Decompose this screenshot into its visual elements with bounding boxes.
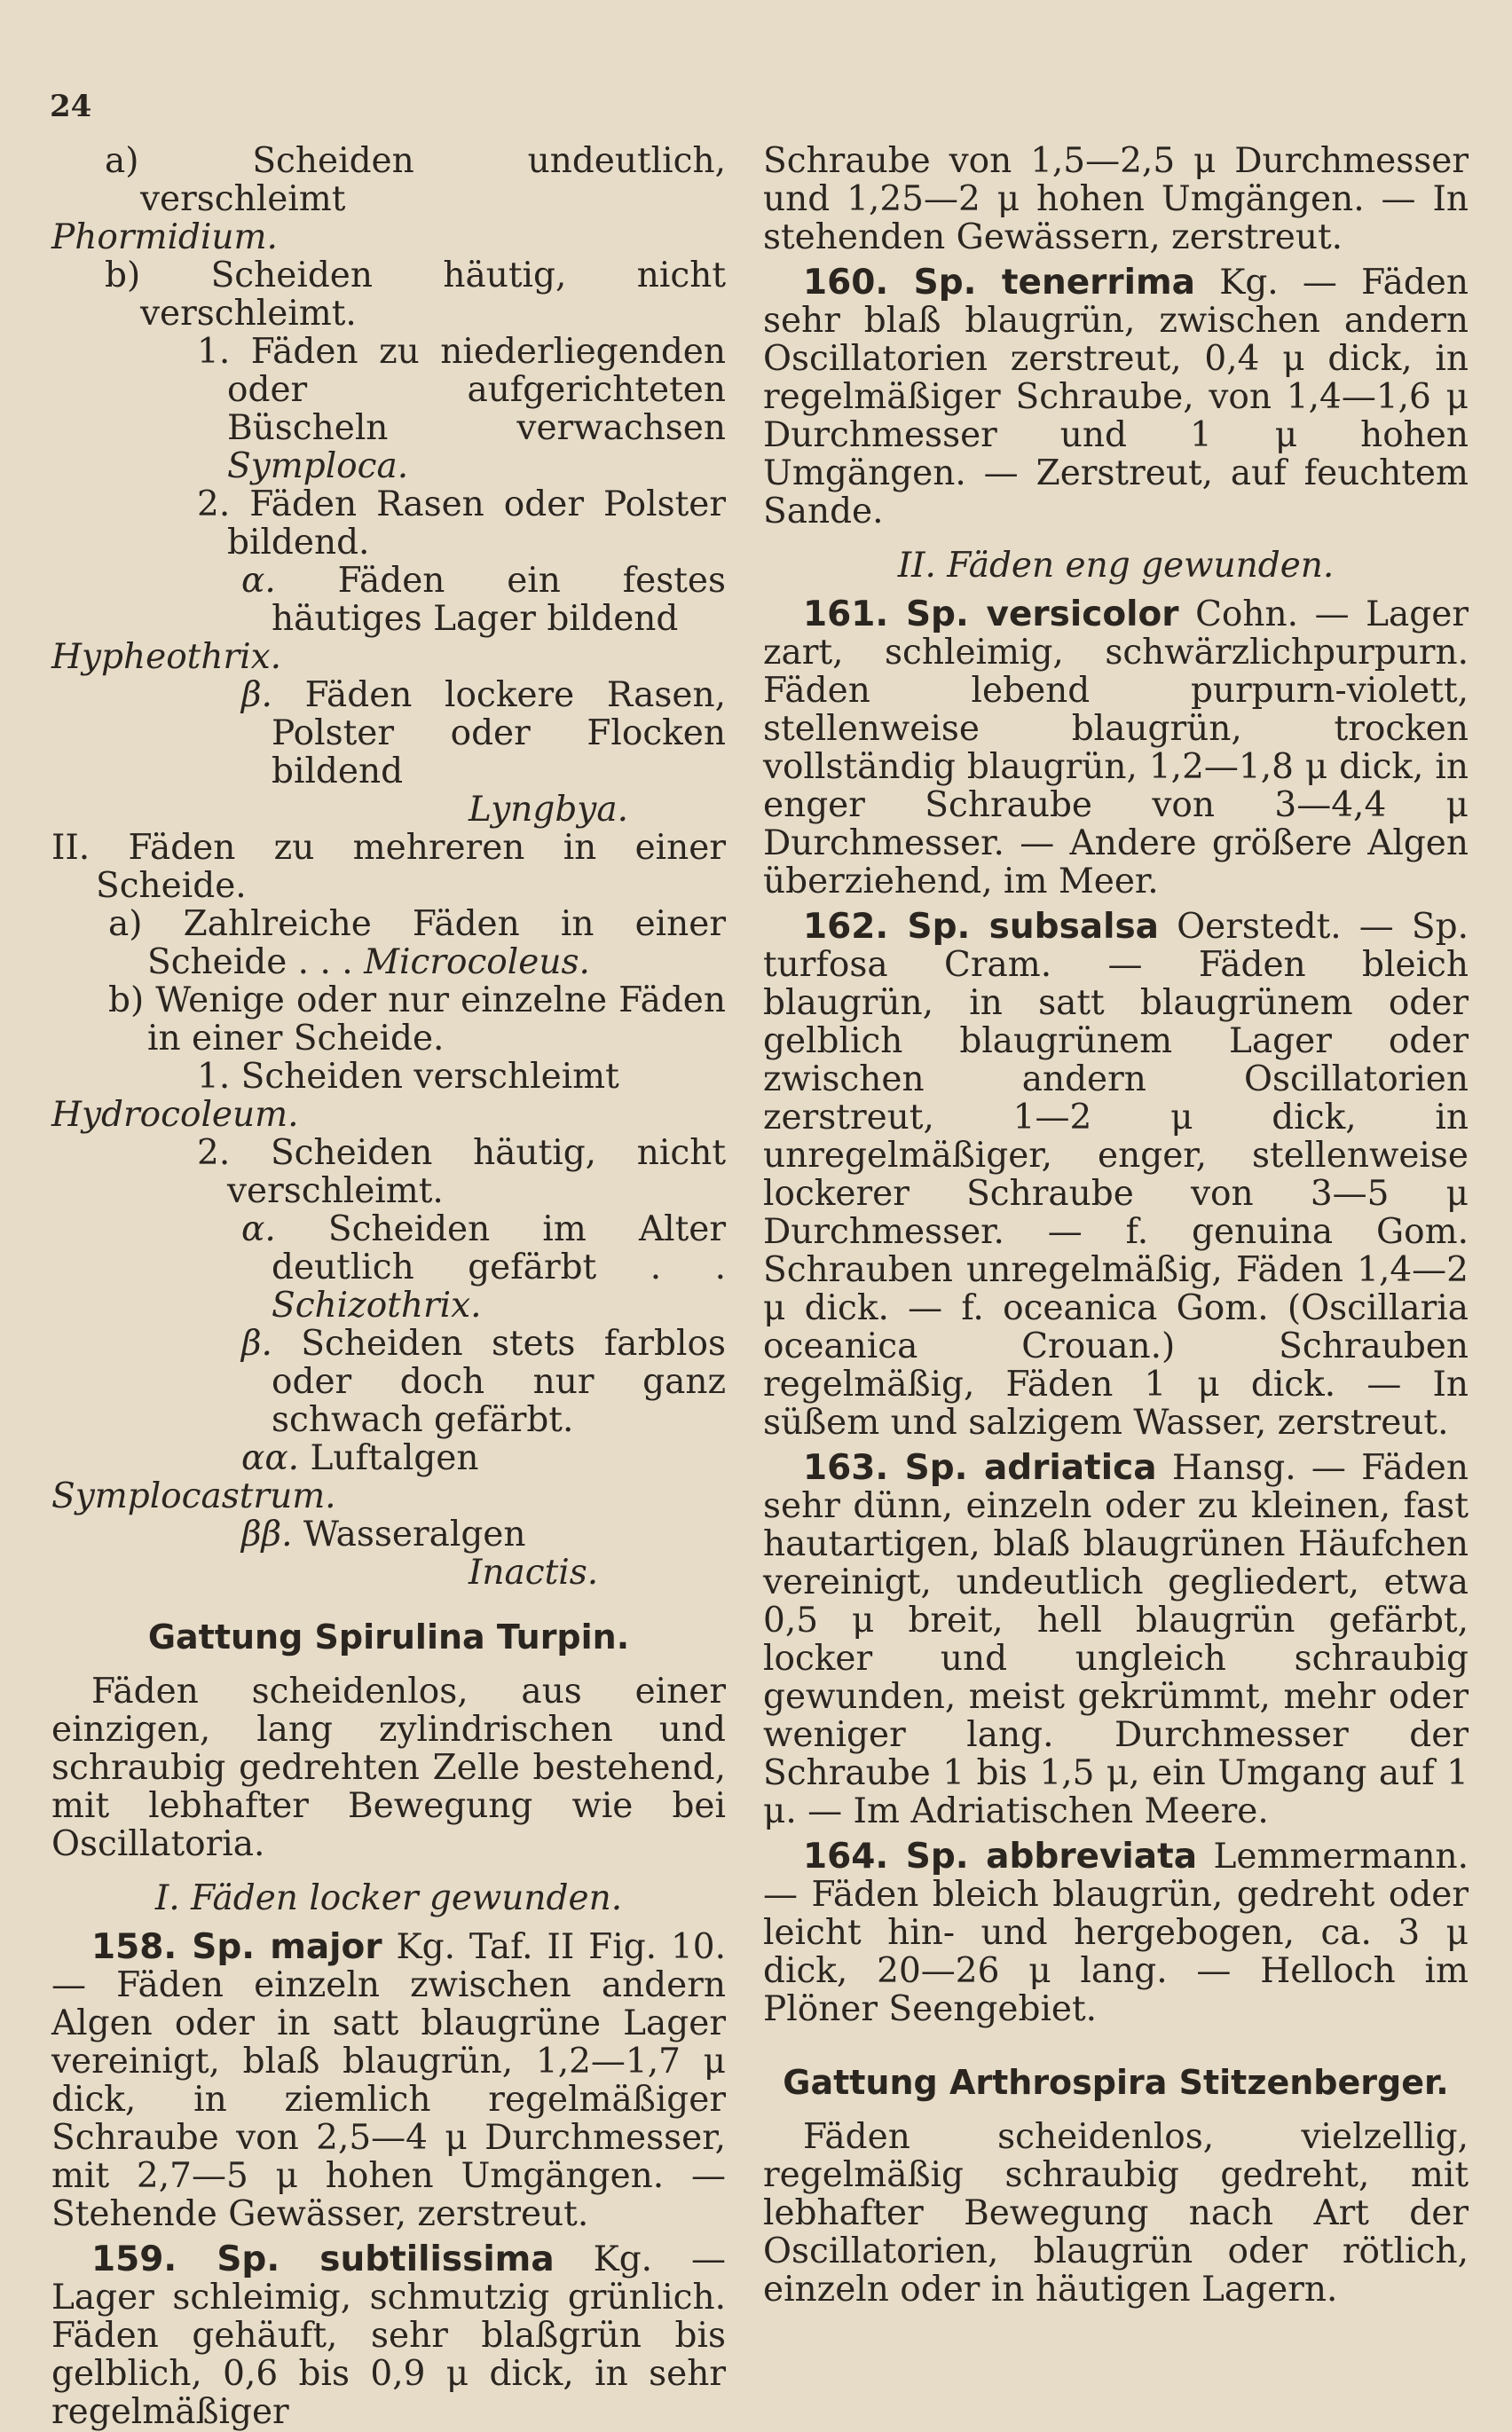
species-entry: 159. Sp. subtilissima Kg. — Lager schleimig, schmutzig grünlich. Fäden gehäuft, sehr blaßgrün bis gelblich, 0,6 bis 0,9 μ dick, in sehr regelmäßiger	[51, 2239, 726, 2432]
genus-name: Lyngbya.	[469, 790, 628, 830]
species-entry: 160. Sp. tenerrima Kg. — Fäden sehr blaß blaugrün, zwischen andern Oscillatorien zerstreut, 0,4 μ dick, in regelmäßiger Schraube, von 1,4—1,6 μ Durchmesser und 1 μ hohen Umgängen. — Zerstreut, auf feuchtem Sande.	[763, 263, 1469, 531]
key-line: α. Scheiden im Alter deutlich gefärbt . . Schizothrix.	[241, 1209, 726, 1326]
genus-name: Hydrocoleum.	[51, 1095, 299, 1135]
species-entry: 164. Sp. abbreviata Lemmermann. — Fäden bleich blaugrün, gedreht oder leicht hin- und hergebogen, ca. 3 μ dick, 20—26 μ lang. — Helloch im Plöner Seengebiet.	[763, 1837, 1469, 2029]
key-line: ββ. Wasseralgen	[241, 1515, 526, 1554]
genus-heading: Gattung Arthrospira Stitzenberger.	[783, 2063, 1449, 2102]
section-subheading: II. Fäden eng gewunden.	[897, 546, 1335, 586]
key-line: β. Scheiden stets farblos oder doch nur ganz schwach gefärbt.	[241, 1324, 726, 1440]
key-line: α. Fäden ein festes häutiges Lager bildend	[241, 561, 726, 639]
genus-name: Symplocastrum.	[51, 1476, 336, 1516]
species-entry: 161. Sp. versicolor Cohn. — Lager zart, schleimig, schwärzlichpurpurn. Fäden lebend purpurn-violett, stellenweise blaugrün, trocken vollständig blaugrün, 1,2—1,8 μ dick, in enger Schraube von 3—4,4 μ Durchmesser. — Andere größere Algen überziehend, im Meer.	[763, 594, 1469, 901]
key-line: β. Fäden lockere Rasen, Polster oder Flocken bildend	[241, 675, 726, 791]
key-line: b) Scheiden häutig, nicht verschleimt.	[105, 256, 726, 334]
page-number: 24	[50, 89, 92, 124]
key-line: 2. Fäden Rasen oder Polster bildend.	[197, 484, 726, 563]
genus-description: Fäden scheidenlos, aus einer einzigen, lang zylindrischen und schraubig gedrehten Zelle bestehend, mit lebhafter Bewegung wie bei Oscillatoria.	[51, 1672, 726, 1864]
key-line: a) Zahlreiche Fäden in einer Scheide . . . Microcoleus.	[108, 904, 726, 982]
species-entry: 158. Sp. major Kg. Taf. II Fig. 10. — Fäden einzeln zwischen andern Algen oder in satt blaugrüne Lager vereinigt, blaß blaugrün, 1,2—1,7 μ dick, in ziemlich regelmäßiger Schraube von 2,5—4 μ Durchmesser, mit 2,7—5 μ hohen Umgängen. — Stehende Gewässer, zerstreut.	[51, 1927, 726, 2234]
species-entry: 163. Sp. adriatica Hansg. — Fäden sehr dünn, einzeln oder zu kleinen, fast hautartigen, blaß blaugrünen Häufchen vereinigt, undeutlich gegliedert, etwa 0,5 μ breit, hell blaugrün gefärbt, locker und ungleich schraubig gewunden, meist gekrümmt, mehr oder weniger lang. Durchmesser der Schraube 1 bis 1,5 μ, ein Umgang auf 1 μ. — Im Adriatischen Meere.	[763, 1448, 1469, 1831]
key-line: II. Fäden zu mehreren in einer Scheide.	[51, 828, 726, 906]
key-line: 1. Scheiden verschleimt	[197, 1057, 619, 1097]
genus-description: Fäden scheidenlos, vielzellig, regelmäßig schraubig gedreht, mit lebhafter Bewegung nach Art der Oscillatorien, blaugrün oder rötlich, einzeln oder in häutigen Lagern.	[763, 2117, 1469, 2310]
key-line: αα. Luftalgen	[241, 1438, 479, 1478]
left-column	[51, 142, 726, 2431]
right-column	[763, 142, 1469, 2309]
key-line: 2. Scheiden häutig, nicht verschleimt.	[197, 1133, 727, 1211]
section-subheading: I. Fäden locker gewunden.	[154, 1878, 623, 1918]
key-line: b) Wenige oder nur einzelne Fäden in einer Scheide.	[108, 980, 726, 1059]
genus-name: Inactis.	[469, 1553, 599, 1593]
genus-name: Phormidium.	[51, 217, 278, 257]
key-line: 1. Fäden zu niederliegenden oder aufgerichteten Büscheln verwachsen Symploca.	[197, 332, 726, 486]
genus-heading: Gattung Spirulina Turpin.	[147, 1617, 630, 1657]
continued-text: Schraube von 1,5—2,5 μ Durchmesser und 1,25—2 μ hohen Umgängen. — In stehenden Gewässern, zerstreut.	[763, 141, 1469, 257]
key-line: a) Scheiden undeutlich, verschleimt	[105, 141, 726, 219]
species-entry: 162. Sp. subsalsa Oerstedt. — Sp. turfosa Cram. — Fäden bleich blaugrün, in satt blaugrünem oder gelblich blaugrünem Lager oder zwischen andern Oscillatorien zerstreut, 1—2 μ dick, in unregelmäßiger, enger, stellenweise lockerer Schraube von 3—5 μ Durchmesser. — f. genuina Gom. Schrauben unregelmäßig, Fäden 1,4—2 μ dick. — f. oceanica Gom. (Oscillaria oceanica Crouan.) Schrauben regelmäßig, Fäden 1 μ dick. — In süßem und salzigem Wasser, zerstreut.	[763, 907, 1469, 1443]
genus-name: Hypheothrix.	[51, 637, 281, 677]
